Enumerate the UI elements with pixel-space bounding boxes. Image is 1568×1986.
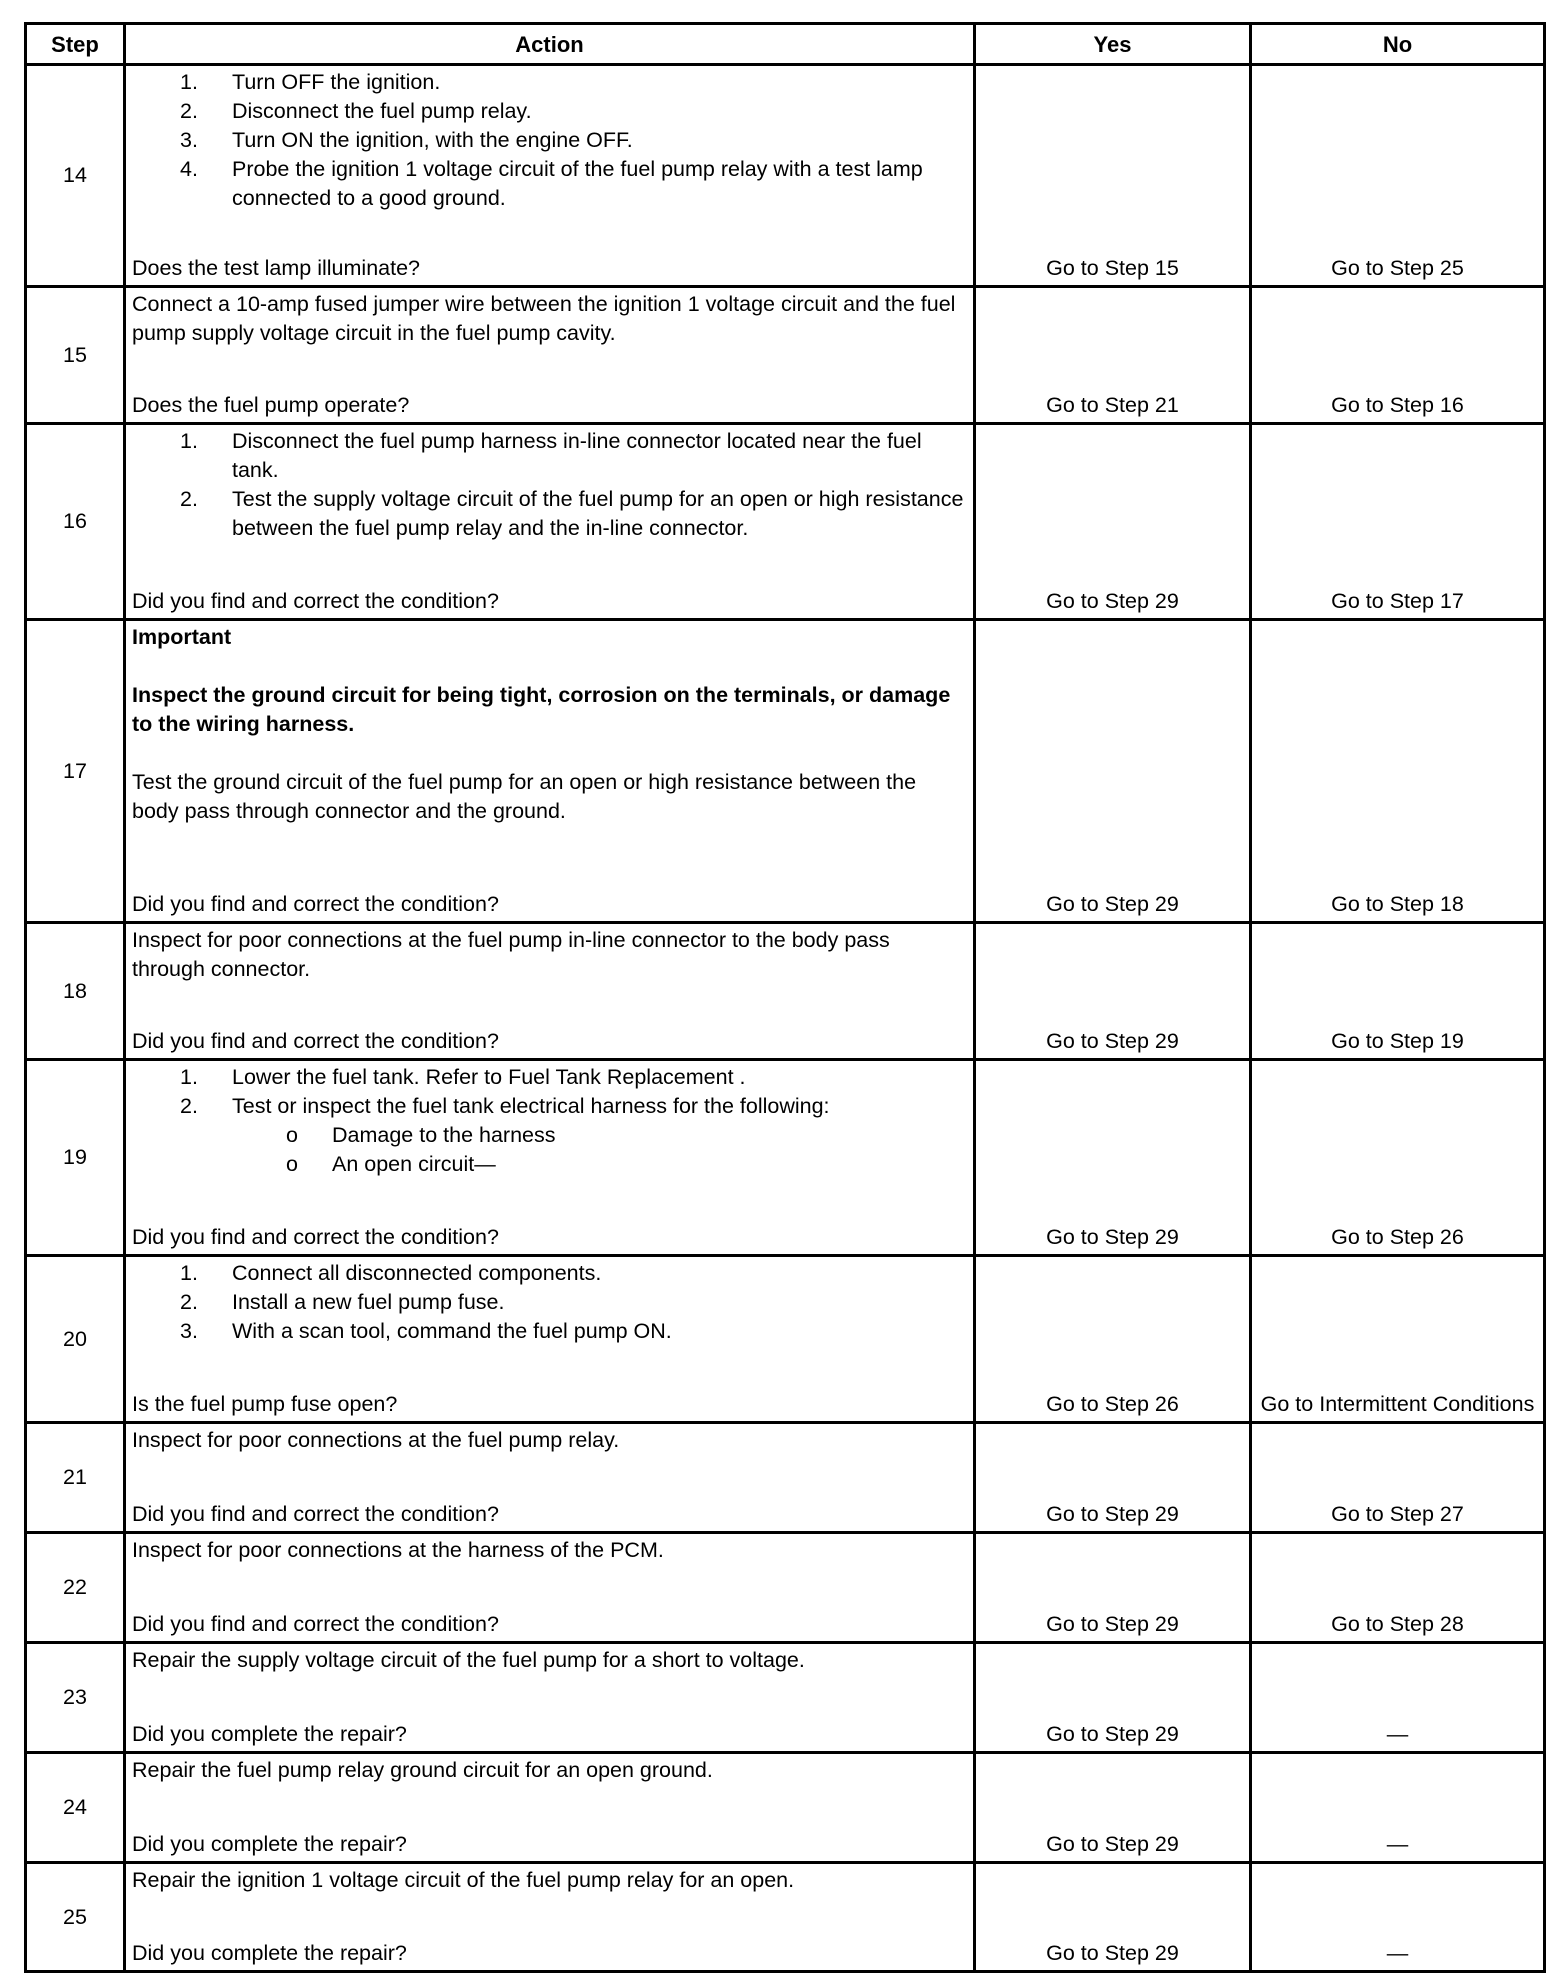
table-row	[26, 424, 1545, 620]
step-item-number: 2.	[180, 99, 198, 123]
action-cell	[125, 1863, 975, 1972]
step-number: 14	[26, 65, 125, 287]
action-body	[132, 1061, 967, 1179]
step-item-text: Disconnect the fuel pump harness in-line connector located near the fuel tank.	[232, 429, 922, 482]
yes-result: Go to Step 29	[975, 923, 1251, 1060]
step-item-text: Install a new fuel pump fuse.	[232, 1290, 505, 1314]
header-step: Step	[26, 24, 125, 65]
no-result: —	[1251, 1643, 1545, 1753]
action-body	[132, 66, 967, 213]
table-row	[26, 1753, 1545, 1863]
step-item	[132, 68, 967, 97]
question-text: Did you find and correct the condition?	[132, 1612, 499, 1636]
table-row	[26, 1533, 1545, 1643]
question-text: Did you find and correct the condition?	[132, 892, 499, 916]
step-item	[132, 97, 967, 126]
important-label: Important	[132, 625, 232, 649]
step-list	[132, 68, 967, 213]
action-text: Inspect for poor connections at the fuel pump in-line connector to the body pass through connector.	[132, 928, 890, 981]
no-result: Go to Step 17	[1251, 424, 1545, 620]
action-text: Repair the supply voltage circuit of the fuel pump for a short to voltage.	[132, 1648, 805, 1672]
step-item	[132, 155, 967, 213]
action-content	[132, 1424, 967, 1529]
step-item	[132, 1317, 967, 1346]
header-yes: Yes	[975, 24, 1251, 65]
step-number: 18	[26, 923, 125, 1060]
yes-result: Go to Step 29	[975, 1423, 1251, 1533]
sub-item-bullet: o	[286, 1152, 298, 1176]
no-result: Go to Step 25	[1251, 65, 1545, 287]
step-item-number: 1.	[180, 70, 198, 94]
table-row	[26, 1060, 1545, 1256]
question-text: Did you complete the repair?	[132, 1941, 407, 1965]
action-content	[132, 621, 967, 919]
step-item-number: 3.	[180, 1319, 198, 1343]
step-item-text: Lower the fuel tank. Refer to Fuel Tank Replacement .	[232, 1065, 746, 1089]
sub-item	[132, 1150, 967, 1179]
sub-item	[132, 1121, 967, 1150]
action-body	[132, 1257, 967, 1346]
action-content	[132, 1534, 967, 1639]
no-result: —	[1251, 1863, 1545, 1972]
action-body	[132, 288, 967, 348]
action-content	[132, 1061, 967, 1252]
action-body	[132, 1644, 967, 1675]
step-item-text: Test the supply voltage circuit of the fuel pump for an open or high resistance between the fuel pump relay and the in-line connector.	[232, 487, 964, 540]
action-body	[132, 1864, 967, 1895]
no-result: Go to Step 16	[1251, 287, 1545, 424]
action-cell	[125, 424, 975, 620]
yes-result: Go to Step 15	[975, 65, 1251, 287]
header-no: No	[1251, 24, 1545, 65]
action-cell	[125, 1533, 975, 1643]
step-item	[132, 126, 967, 155]
action-content	[132, 1864, 967, 1968]
step-number: 17	[26, 620, 125, 923]
action-body	[132, 425, 967, 543]
action-content	[132, 1257, 967, 1419]
yes-result: Go to Step 29	[975, 1863, 1251, 1972]
no-result: Go to Intermittent Conditions	[1251, 1256, 1545, 1423]
no-result: Go to Step 18	[1251, 620, 1545, 923]
step-item-text: Test or inspect the fuel tank electrical harness for the following:	[232, 1094, 830, 1118]
step-item-number: 1.	[180, 1065, 198, 1089]
step-number: 23	[26, 1643, 125, 1753]
yes-result: Go to Step 29	[975, 1753, 1251, 1863]
table-row	[26, 1256, 1545, 1423]
table-row	[26, 287, 1545, 424]
action-content	[132, 288, 967, 420]
sub-list	[132, 1121, 967, 1179]
no-result: Go to Step 19	[1251, 923, 1545, 1060]
step-number: 19	[26, 1060, 125, 1256]
sub-item-bullet: o	[286, 1123, 298, 1147]
step-item	[132, 427, 967, 485]
step-item	[132, 1288, 967, 1317]
yes-result: Go to Step 29	[975, 620, 1251, 923]
table-body	[26, 65, 1545, 1972]
step-item-text: Turn ON the ignition, with the engine OFF.	[232, 128, 633, 152]
step-item-text: Turn OFF the ignition.	[232, 70, 441, 94]
step-item-text: Connect all disconnected components.	[232, 1261, 602, 1285]
step-item-number: 2.	[180, 1094, 198, 1118]
important-note: Inspect the ground circuit for being tight, corrosion on the terminals, or damage to the wiring harness.	[132, 683, 951, 736]
action-cell	[125, 287, 975, 424]
question-text: Does the fuel pump operate?	[132, 393, 410, 417]
step-item-text: Disconnect the fuel pump relay.	[232, 99, 532, 123]
question-text: Did you find and correct the condition?	[132, 1029, 499, 1053]
no-result: Go to Step 26	[1251, 1060, 1545, 1256]
question-text: Did you find and correct the condition?	[132, 1225, 499, 1249]
step-list	[132, 1259, 967, 1346]
action-body	[132, 621, 967, 826]
question-text: Did you find and correct the condition?	[132, 589, 499, 613]
step-item-number: 1.	[180, 429, 198, 453]
table-row	[26, 1423, 1545, 1533]
question-text: Is the fuel pump fuse open?	[132, 1392, 398, 1416]
header-action: Action	[125, 24, 975, 65]
table-row	[26, 620, 1545, 923]
action-content	[132, 1644, 967, 1749]
no-result: Go to Step 27	[1251, 1423, 1545, 1533]
step-item-number: 1.	[180, 1261, 198, 1285]
no-result: Go to Step 28	[1251, 1533, 1545, 1643]
sub-item-text: An open circuit—	[332, 1152, 496, 1176]
step-number: 15	[26, 287, 125, 424]
action-body	[132, 1534, 967, 1565]
step-item-text: Probe the ignition 1 voltage circuit of the fuel pump relay with a test lamp connected to a good ground.	[232, 157, 923, 210]
action-text: Repair the fuel pump relay ground circuit for an open ground.	[132, 1758, 713, 1782]
action-cell	[125, 1753, 975, 1863]
step-item-number: 3.	[180, 128, 198, 152]
step-item-number: 2.	[180, 487, 198, 511]
action-cell	[125, 1643, 975, 1753]
action-cell	[125, 620, 975, 923]
table-row	[26, 1643, 1545, 1753]
action-cell	[125, 65, 975, 287]
action-body	[132, 1424, 967, 1455]
action-text: Repair the ignition 1 voltage circuit of the fuel pump relay for an open.	[132, 1868, 795, 1892]
action-cell	[125, 1256, 975, 1423]
action-text: Test the ground circuit of the fuel pump for an open or high resistance between the body pass through connector and the ground.	[132, 770, 917, 823]
step-item	[132, 1092, 967, 1121]
table-row	[26, 1863, 1545, 1972]
step-number: 24	[26, 1753, 125, 1863]
step-number: 21	[26, 1423, 125, 1533]
action-cell	[125, 1423, 975, 1533]
step-number: 22	[26, 1533, 125, 1643]
action-cell	[125, 923, 975, 1060]
action-content	[132, 66, 967, 283]
question-text: Did you complete the repair?	[132, 1722, 407, 1746]
action-text: Connect a 10-amp fused jumper wire between the ignition 1 voltage circuit and the fuel pump supply voltage circuit in the fuel pump cavity.	[132, 292, 956, 345]
step-number: 25	[26, 1863, 125, 1972]
action-text: Inspect for poor connections at the fuel pump relay.	[132, 1428, 620, 1452]
action-text: Inspect for poor connections at the harness of the PCM.	[132, 1538, 664, 1562]
step-number: 20	[26, 1256, 125, 1423]
header-row	[26, 24, 1545, 65]
diagnostic-table	[24, 22, 1546, 1973]
action-content	[132, 425, 967, 616]
step-item-number: 4.	[180, 157, 198, 181]
table-row	[26, 65, 1545, 287]
step-item	[132, 1063, 967, 1092]
step-item	[132, 1259, 967, 1288]
question-text: Did you find and correct the condition?	[132, 1502, 499, 1526]
yes-result: Go to Step 29	[975, 424, 1251, 620]
action-content	[132, 924, 967, 1056]
yes-result: Go to Step 29	[975, 1060, 1251, 1256]
step-item-text: With a scan tool, command the fuel pump ON.	[232, 1319, 672, 1343]
sub-item-text: Damage to the harness	[332, 1123, 556, 1147]
table-row	[26, 923, 1545, 1060]
step-number: 16	[26, 424, 125, 620]
no-result: —	[1251, 1753, 1545, 1863]
action-cell	[125, 1060, 975, 1256]
action-body	[132, 924, 967, 984]
step-item-number: 2.	[180, 1290, 198, 1314]
question-text: Did you complete the repair?	[132, 1832, 407, 1856]
step-item	[132, 485, 967, 543]
yes-result: Go to Step 21	[975, 287, 1251, 424]
yes-result: Go to Step 26	[975, 1256, 1251, 1423]
action-body	[132, 1754, 967, 1785]
step-list	[132, 1063, 967, 1121]
yes-result: Go to Step 29	[975, 1643, 1251, 1753]
step-list	[132, 427, 967, 543]
action-content	[132, 1754, 967, 1859]
yes-result: Go to Step 29	[975, 1533, 1251, 1643]
question-text: Does the test lamp illuminate?	[132, 256, 421, 280]
